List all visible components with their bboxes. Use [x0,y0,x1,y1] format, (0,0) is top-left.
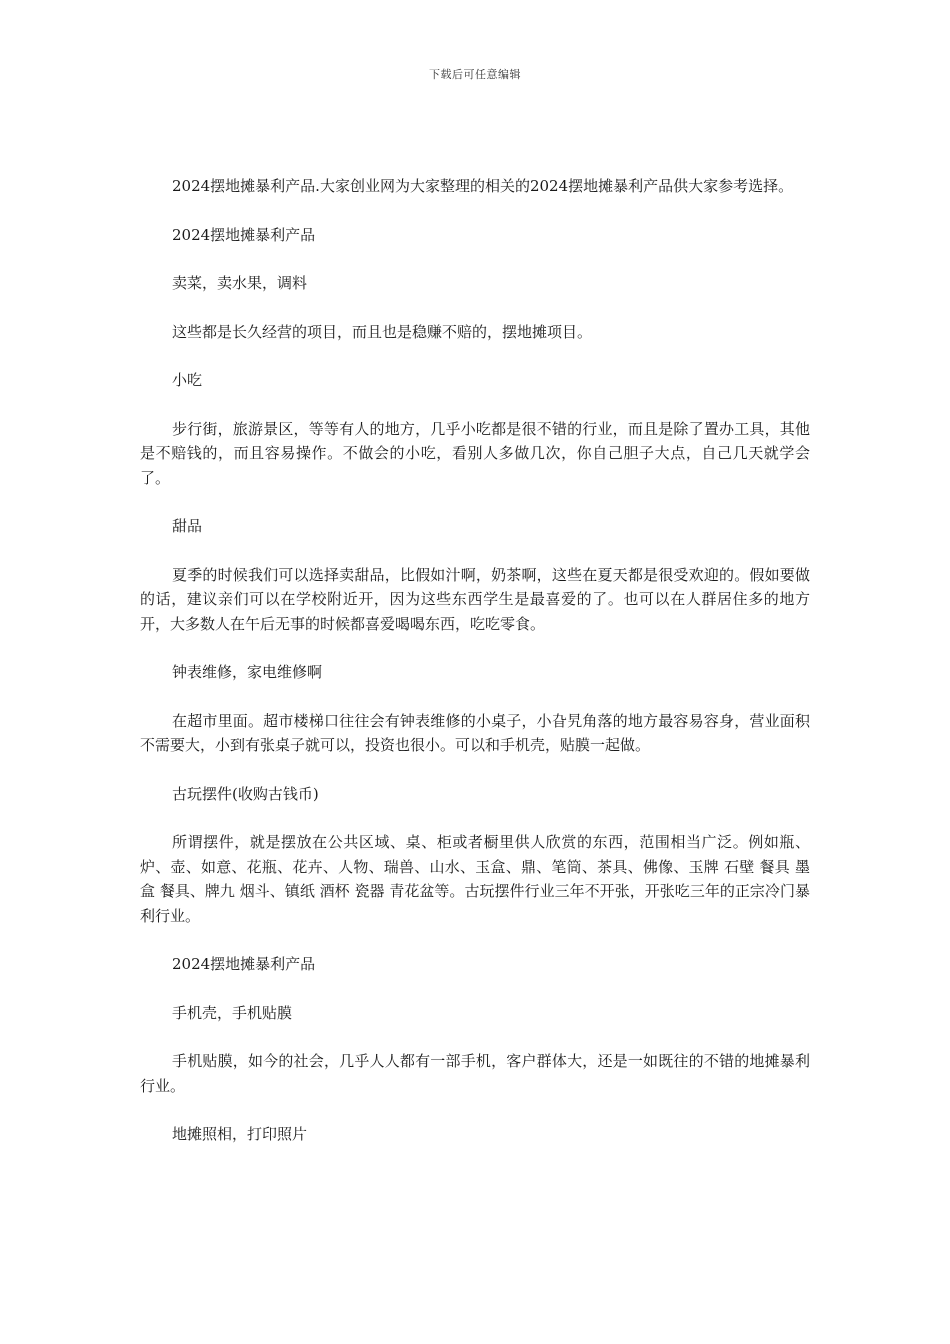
item-heading: 古玩摆件(收购古钱币) [172,784,319,803]
item-heading: 卖菜，卖水果，调料 [172,274,308,292]
item-heading: 小吃 [172,371,203,389]
section-heading: 2024摆地摊暴利产品 [172,955,316,973]
body-paragraph: 所谓摆件，就是摆放在公共区域、桌、柜或者橱里供人欣赏的东西，范围相当广泛。例如瓶、炉、壶、如意、花瓶、花卉、人物、瑞兽、山水、玉盒、鼎、笔筒、茶具、佛像、玉牌 石壁 餐具 墨盒 餐具、牌九 烟斗、镇纸 酒杯 瓷器 青花盆等。古玩摆件行业三年不开张，开张吃三年的正宗冷门暴利行业。 [140,833,810,925]
item-heading: 手机壳，手机贴膜 [172,1003,293,1022]
body-paragraph: 步行街，旅游景区，等等有人的地方，几乎小吃都是很不错的行业，而且是除了置办工具，其他是不赔钱的，而且容易操作。不做会的小吃，看别人多做几次，你自己胆子大点，自己几天就学会了。 [140,419,810,487]
body-paragraph: 这些都是长久经营的项目，而且也是稳赚不赔的，摆地摊项目。 [172,322,593,341]
item-heading: 钟表维修，家电维修啊 [172,663,323,681]
document-body [140,174,810,1171]
intro-paragraph: 2024摆地摊暴利产品.大家创业网为大家整理的相关的2024摆地摊暴利产品供大家参考选择。 [172,177,794,195]
body-paragraph: 在超市里面。超市楼梯口往往会有钟表维修的小桌子，小旮旯角落的地方最容易容身，营业面积不需要大，小到有张桌子就可以，投资也很小。可以和手机壳，贴膜一起做。 [140,711,810,754]
item-heading: 甜品 [172,517,203,535]
item-heading: 地摊照相，打印照片 [172,1125,308,1143]
page-header: 下载后可任意编辑 [429,68,521,81]
body-paragraph: 手机贴膜，如今的社会，几乎人人都有一部手机，客户群体大，还是一如既往的不错的地摊暴利行业。 [140,1052,810,1095]
section-heading: 2024摆地摊暴利产品 [172,225,316,244]
body-paragraph: 夏季的时候我们可以选择卖甜品，比假如汁啊，奶茶啊，这些在夏天都是很受欢迎的。假如要做的话，建议亲们可以在学校附近开，因为这些东西学生是最喜爱的了。也可以在人群居住多的地方开，大多数人在午后无事的时候都喜爱喝喝东西，吃吃零食。 [140,565,810,633]
